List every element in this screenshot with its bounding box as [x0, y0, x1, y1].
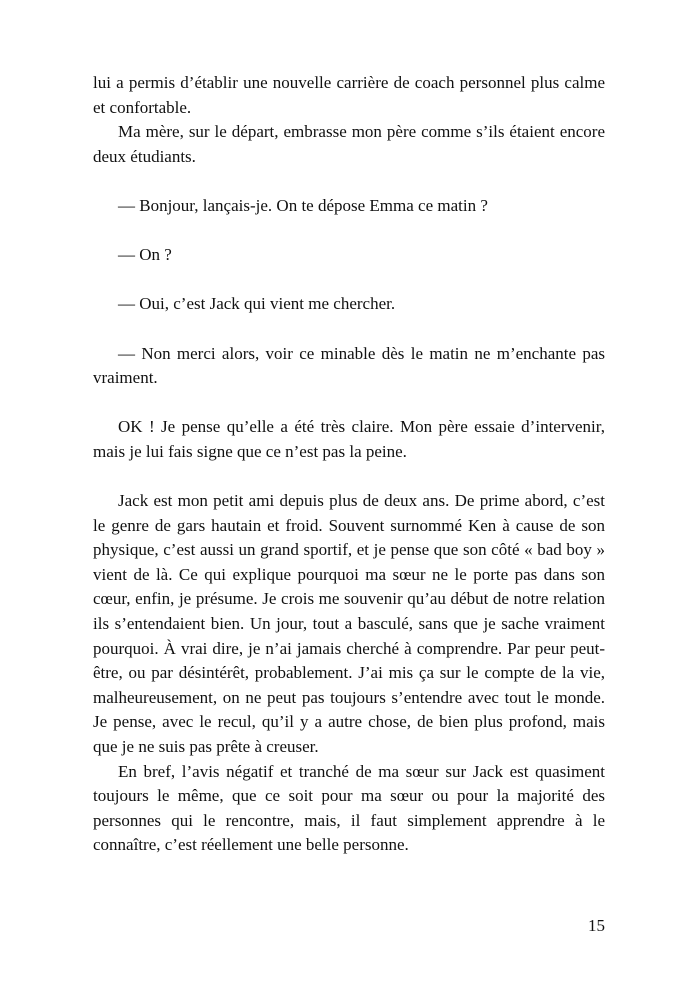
dialogue-line-bonjour: — Bonjour, lançais-je. On te dépose Emma ce matin ? — [118, 195, 488, 215]
body-text — [93, 71, 605, 858]
paragraph-mother-leaving: Ma mère, sur le départ, embrasse mon père comme s’ils étaient encore deux étudiants. — [93, 122, 605, 166]
page-number: 15 — [588, 916, 605, 935]
dialogue-line-jack: — Oui, c’est Jack qui vient me chercher. — [118, 294, 396, 314]
paragraph-en-bref: En bref, l’avis négatif et tranché de ma sœur sur Jack est quasiment toujours le même, que ce soit pour ma sœur ou pour la majorité des personnes qui le rencontre, mais, il faut simplement apprendre à le connaître, c’est réellement une belle personne. — [93, 761, 605, 855]
dialogue-line-non-merci: — Non merci alors, voir ce minable dès le matin ne m’enchante pas vraiment. — [93, 343, 605, 388]
paragraph-continuation: lui a permis d’établir une nouvelle carrière de coach personnel plus calme et confortable. — [93, 73, 605, 117]
paragraph-jack-description: Jack est mon petit ami depuis plus de deux ans. De prime abord, c’est le genre de gars hautain et froid. Souvent surnommé Ken à cause de son physique, c’est aussi un grand sportif, et je pense que son côté « bad boy » vient de là. Ce qui explique pourquoi ma sœur ne le porte pas dans son cœur, enfin, je présume. Je crois me souvenir qu’au début de notre relation ils s’entendaient bien. Un jour, tout a basculé, sans que je sache vraiment pourquoi. À vrai dire, je n’ai jamais cherché à comprendre. Par peur peut-être, ou par désintérêt, probablement. J’ai mis ça sur le compte de la vie, malheureusement, on ne peut pas toujours s’entendre avec tout le monde. Je pense, avec le recul, qu’il y a autre chose, de bien plus profond, mais que je ne suis pas prête à creuser. — [93, 491, 605, 757]
dialogue-line-on: — On ? — [118, 245, 172, 265]
paragraph-ok: OK ! Je pense qu’elle a été très claire. Mon père essaie d’intervenir, mais je lui fais signe que ce n’est pas la peine. — [93, 417, 605, 461]
